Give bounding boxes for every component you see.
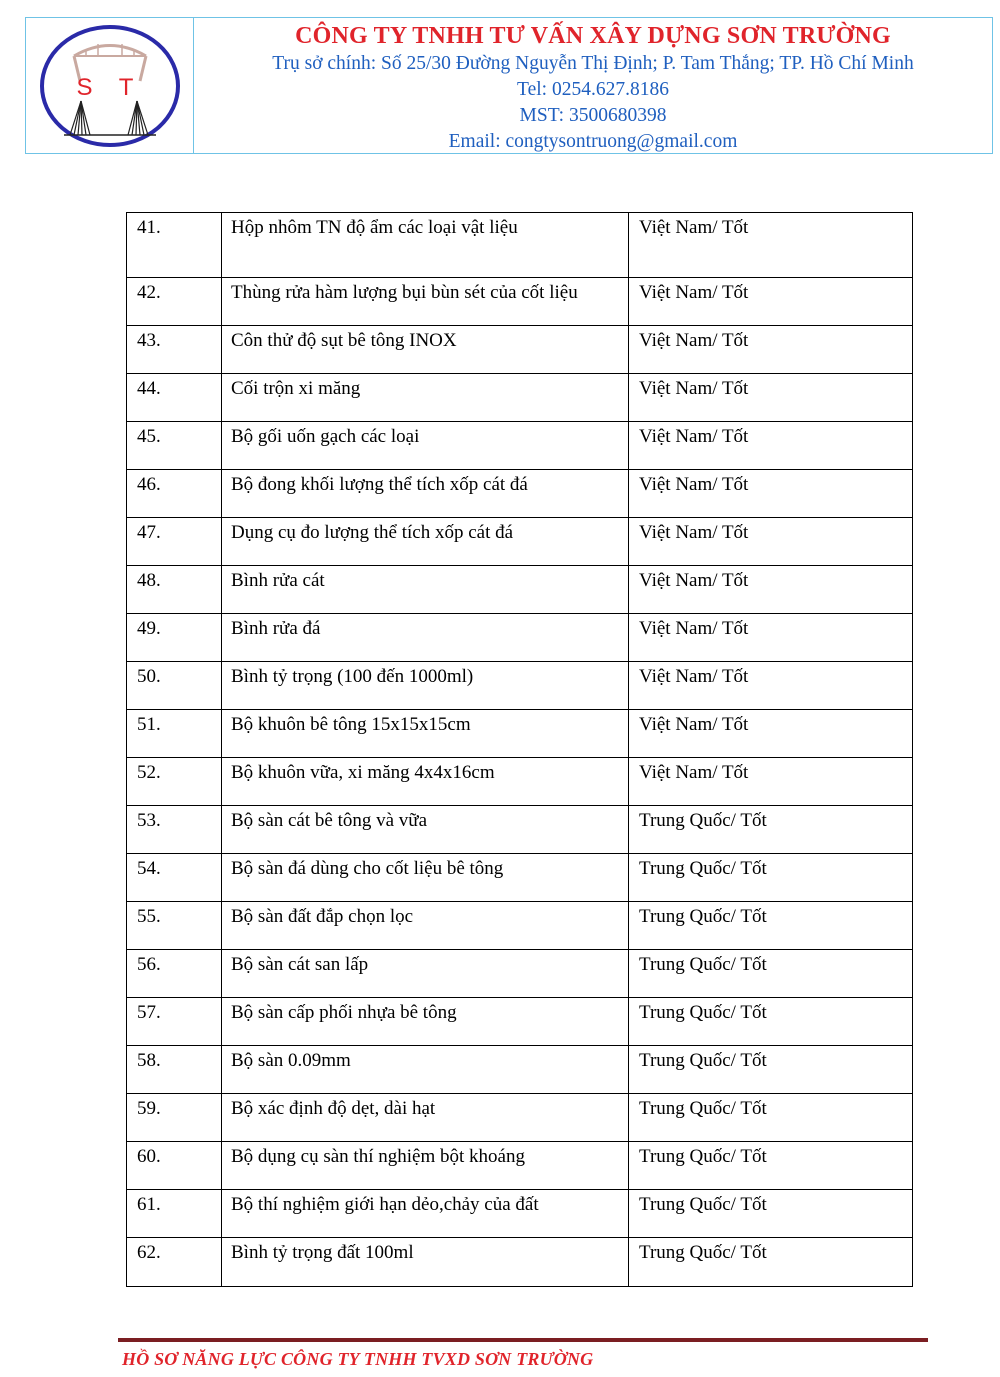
equipment-table-wrap: [126, 212, 913, 1287]
origin-quality: Trung Quốc/ Tốt: [629, 854, 913, 902]
equipment-name: Bình rửa đá: [222, 614, 629, 662]
table-row: [127, 518, 913, 566]
origin-quality: Việt Nam/ Tốt: [629, 614, 913, 662]
origin-quality: Trung Quốc/ Tốt: [629, 1046, 913, 1094]
table-row: [127, 1046, 913, 1094]
equipment-name: Thùng rửa hàm lượng bụi bùn sét của cốt liệu: [222, 278, 629, 326]
origin-quality: Việt Nam/ Tốt: [629, 374, 913, 422]
table-row: [127, 326, 913, 374]
table-row: [127, 470, 913, 518]
row-number: 48.: [127, 566, 222, 614]
row-number: 56.: [127, 950, 222, 998]
company-logo-icon: [34, 23, 186, 149]
logo-letters: S T: [76, 74, 144, 101]
company-phone: Tel: 0254.627.8186: [517, 79, 669, 100]
table-row: [127, 374, 913, 422]
equipment-name: Bình tỷ trọng (100 đến 1000ml): [222, 662, 629, 710]
origin-quality: Trung Quốc/ Tốt: [629, 950, 913, 998]
equipment-name: Bộ sàn đá dùng cho cốt liệu bê tông: [222, 854, 629, 902]
origin-quality: Việt Nam/ Tốt: [629, 518, 913, 566]
row-number: 53.: [127, 806, 222, 854]
letterhead: [25, 17, 993, 154]
equipment-name: Bình rửa cát: [222, 566, 629, 614]
origin-quality: Trung Quốc/ Tốt: [629, 1238, 913, 1287]
footer-title: HỒ SƠ NĂNG LỰC CÔNG TY TNHH TVXD SƠN TRƯỜNG: [122, 1349, 594, 1369]
equipment-name: Bình tỷ trọng đất 100ml: [222, 1238, 629, 1287]
origin-quality: Việt Nam/ Tốt: [629, 278, 913, 326]
table-row: [127, 758, 913, 806]
row-number: 47.: [127, 518, 222, 566]
origin-quality: Việt Nam/ Tốt: [629, 422, 913, 470]
table-row: [127, 614, 913, 662]
origin-quality: Việt Nam/ Tốt: [629, 710, 913, 758]
row-number: 41.: [127, 213, 222, 278]
origin-quality: Trung Quốc/ Tốt: [629, 1094, 913, 1142]
origin-quality: Trung Quốc/ Tốt: [629, 998, 913, 1046]
equipment-name: Bộ sàn đất đắp chọn lọc: [222, 902, 629, 950]
origin-quality: Việt Nam/ Tốt: [629, 566, 913, 614]
row-number: 57.: [127, 998, 222, 1046]
equipment-name: Bộ sàn cát san lấp: [222, 950, 629, 998]
equipment-name: Cối trộn xi măng: [222, 374, 629, 422]
origin-quality: Việt Nam/ Tốt: [629, 326, 913, 374]
origin-quality: Trung Quốc/ Tốt: [629, 902, 913, 950]
company-info: [194, 18, 992, 153]
origin-quality: Trung Quốc/ Tốt: [629, 806, 913, 854]
footer-divider: [118, 1338, 928, 1342]
equipment-name: Bộ sàn cấp phối nhựa bê tông: [222, 998, 629, 1046]
row-number: 52.: [127, 758, 222, 806]
equipment-name: Bộ xác định độ dẹt, dài hạt: [222, 1094, 629, 1142]
row-number: 59.: [127, 1094, 222, 1142]
equipment-name: Bộ dụng cụ sàn thí nghiệm bột khoáng: [222, 1142, 629, 1190]
equipment-name: Bộ đong khối lượng thể tích xốp cát đá: [222, 470, 629, 518]
company-name: CÔNG TY TNHH TƯ VẤN XÂY DỰNG SƠN TRƯỜNG: [295, 23, 891, 49]
row-number: 61.: [127, 1190, 222, 1238]
row-number: 44.: [127, 374, 222, 422]
table-row: [127, 902, 913, 950]
row-number: 55.: [127, 902, 222, 950]
row-number: 62.: [127, 1238, 222, 1287]
table-row: [127, 566, 913, 614]
equipment-name: Bộ khuôn vữa, xi măng 4x4x16cm: [222, 758, 629, 806]
equipment-name: Côn thử độ sụt bê tông INOX: [222, 326, 629, 374]
row-number: 54.: [127, 854, 222, 902]
equipment-table: [126, 212, 913, 1287]
table-row: [127, 1094, 913, 1142]
row-number: 50.: [127, 662, 222, 710]
row-number: 46.: [127, 470, 222, 518]
company-email: Email: congtysontruong@gmail.com: [448, 131, 738, 152]
table-row: [127, 213, 913, 278]
equipment-name: Bộ sàn 0.09mm: [222, 1046, 629, 1094]
origin-quality: Trung Quốc/ Tốt: [629, 1190, 913, 1238]
table-row: [127, 662, 913, 710]
table-row: [127, 998, 913, 1046]
equipment-name: Bộ thí nghiệm giới hạn dẻo,chảy của đất: [222, 1190, 629, 1238]
company-tax-code: MST: 3500680398: [519, 105, 667, 126]
origin-quality: Việt Nam/ Tốt: [629, 662, 913, 710]
row-number: 58.: [127, 1046, 222, 1094]
row-number: 45.: [127, 422, 222, 470]
row-number: 42.: [127, 278, 222, 326]
row-number: 60.: [127, 1142, 222, 1190]
table-row: [127, 1142, 913, 1190]
equipment-name: Bộ khuôn bê tông 15x15x15cm: [222, 710, 629, 758]
equipment-name: Dụng cụ đo lượng thể tích xốp cát đá: [222, 518, 629, 566]
table-row: [127, 422, 913, 470]
equipment-name: Bộ sàn cát bê tông và vữa: [222, 806, 629, 854]
table-row: [127, 1238, 913, 1287]
table-row: [127, 278, 913, 326]
logo-cell: [26, 18, 194, 153]
table-row: [127, 1190, 913, 1238]
table-row: [127, 710, 913, 758]
equipment-name: Hộp nhôm TN độ ẩm các loại vật liệu: [222, 213, 629, 278]
origin-quality: Việt Nam/ Tốt: [629, 758, 913, 806]
origin-quality: Việt Nam/ Tốt: [629, 470, 913, 518]
equipment-name: Bộ gối uốn gạch các loại: [222, 422, 629, 470]
company-address: Trụ sở chính: Số 25/30 Đường Nguyễn Thị Định; P. Tam Thắng; TP. Hồ Chí Minh: [272, 53, 914, 74]
origin-quality: Việt Nam/ Tốt: [629, 213, 913, 278]
row-number: 51.: [127, 710, 222, 758]
origin-quality: Trung Quốc/ Tốt: [629, 1142, 913, 1190]
table-row: [127, 806, 913, 854]
table-row: [127, 854, 913, 902]
row-number: 49.: [127, 614, 222, 662]
row-number: 43.: [127, 326, 222, 374]
table-row: [127, 950, 913, 998]
